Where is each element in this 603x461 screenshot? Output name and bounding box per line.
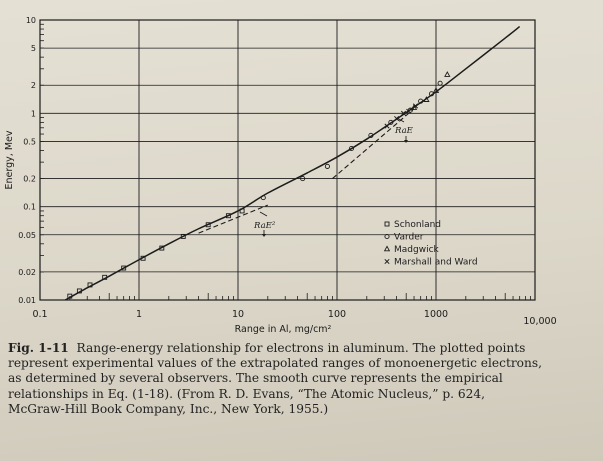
caption-line-3: as determined by several observers. The smooth curve represents the empirical	[8, 371, 503, 386]
legend-label: Madgwick	[394, 245, 439, 255]
legend-marker-square	[385, 222, 389, 226]
annotation-label: RaE²	[254, 221, 276, 231]
annotation-label: RaE	[395, 126, 413, 136]
figure-caption	[8, 341, 598, 417]
y-tick-label: 0.5	[23, 137, 36, 147]
caption-line-2: represent experimental values of the extrapolated ranges of monoenergetic electrons,	[8, 356, 542, 371]
y-tick-label: 0.05	[18, 230, 36, 240]
caption-text-1: Range-energy relationship for electrons in aluminum. The plotted points	[76, 341, 526, 355]
x-tick-label: 10,000	[523, 316, 557, 327]
dashed-line	[332, 109, 414, 179]
caption-line-1	[8, 341, 598, 356]
y-tick-label: 0.02	[18, 267, 36, 277]
data-point-circle	[325, 164, 329, 168]
caption-line-5: McGraw-Hill Book Company, Inc., New York, 1955.)	[8, 401, 329, 416]
x-tick-label: 10	[231, 309, 245, 320]
y-axis-label: Energy, Mev	[4, 130, 15, 190]
x-tick-label: 100	[327, 309, 347, 320]
y-tick-label: 0.2	[23, 174, 36, 184]
legend-label: Varder	[394, 232, 424, 243]
y-tick-label: 0.01	[18, 296, 36, 305]
legend	[385, 220, 478, 268]
y-tick-label: 0.1	[23, 202, 36, 212]
x-tick-label: 1	[135, 309, 143, 320]
legend-marker-triangle	[385, 246, 390, 250]
y-tick-label: 2	[30, 81, 36, 91]
data-point-circle	[438, 81, 442, 85]
data-points	[68, 72, 450, 298]
legend-label: Marshall and Ward	[394, 257, 478, 268]
figure-label: Fig. 1-11	[8, 341, 69, 355]
y-tick-label: 1	[30, 109, 36, 119]
caption-line-4: relationships in Eq. (1-18). (From R. D. Evans, “The Atomic Nucleus,” p. 624,	[8, 386, 486, 401]
x-tick-label: 0.1	[32, 309, 48, 320]
annotation-arrowhead	[262, 234, 266, 237]
x-tick-label: 1000	[423, 309, 449, 320]
y-tick-label: 5	[30, 44, 36, 54]
data-point-triangle	[445, 72, 450, 76]
annotation-pointer	[260, 212, 267, 216]
legend-marker-cross	[385, 259, 389, 263]
x-axis-label: Range in Al, mg/cm²	[234, 324, 332, 335]
legend-label: Schonland	[394, 220, 442, 230]
labels	[4, 16, 557, 335]
y-tick-label: 10	[25, 16, 36, 25]
